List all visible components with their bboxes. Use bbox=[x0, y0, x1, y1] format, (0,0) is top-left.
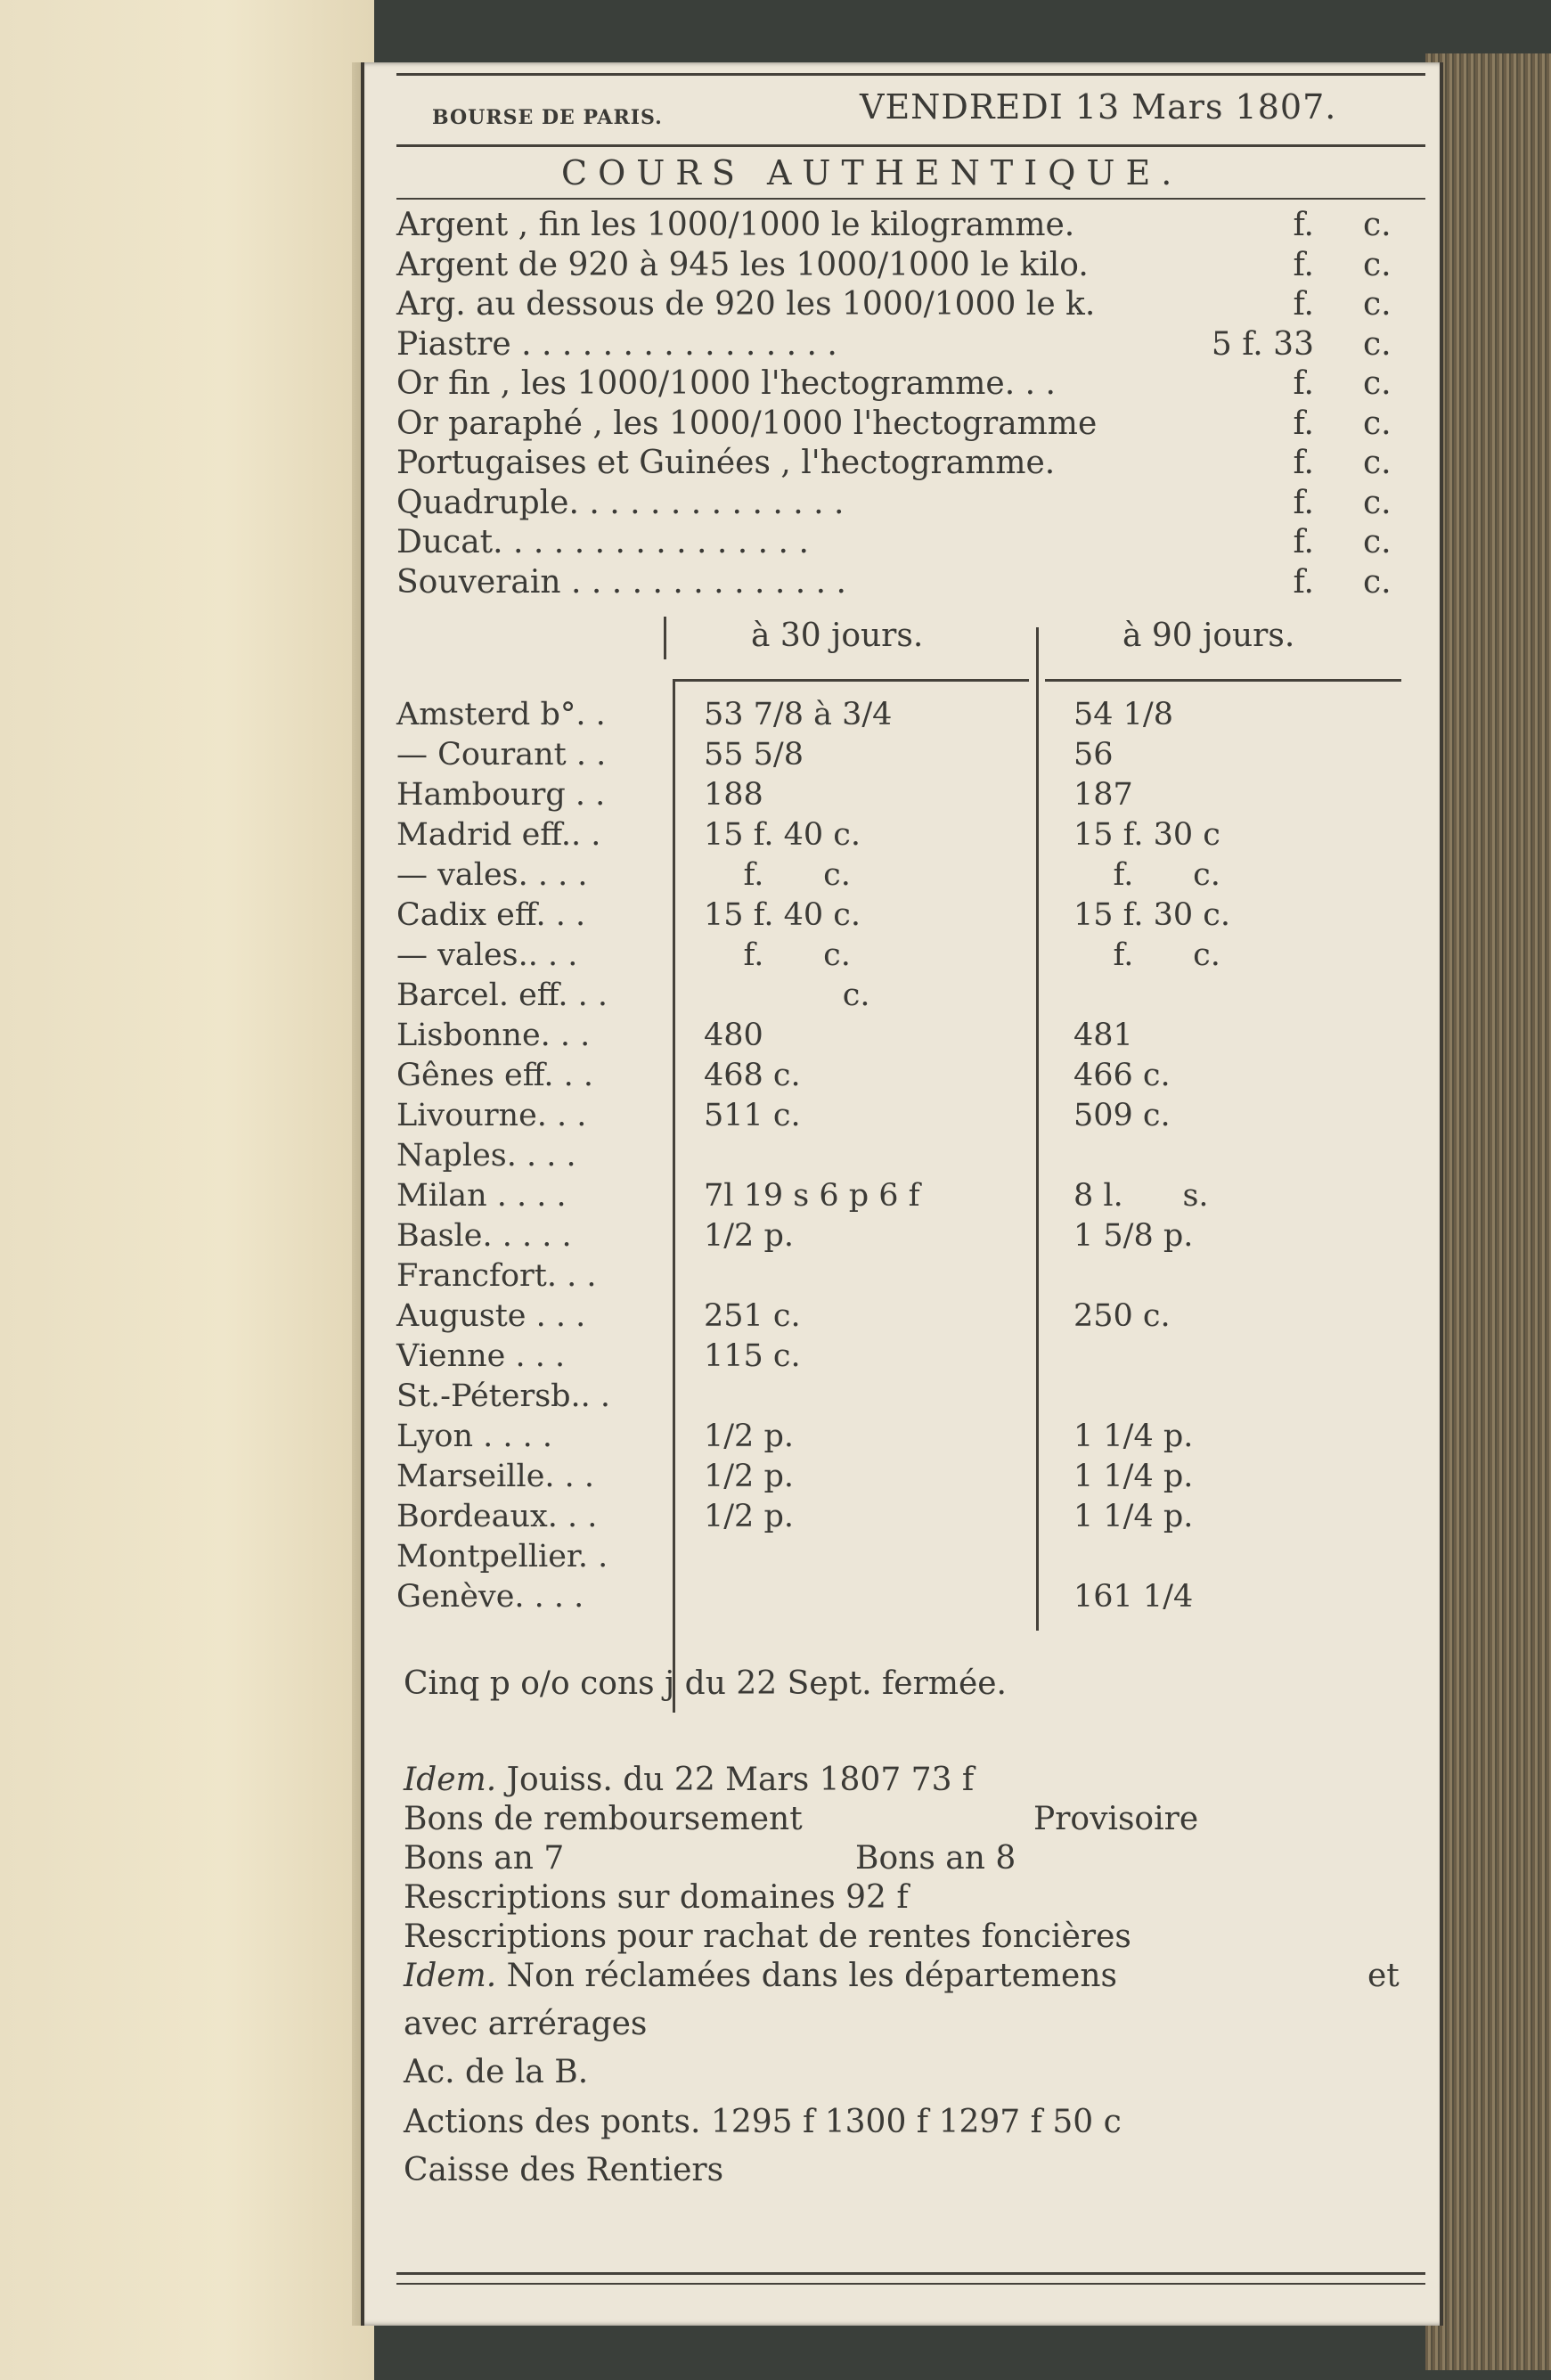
exchange-row bbox=[396, 897, 1403, 936]
exchange-city: Marseille. . . bbox=[396, 1459, 595, 1494]
subtitle-rule bbox=[396, 198, 1425, 200]
exchange-30-jours: 15 f. 40 c. bbox=[704, 897, 861, 933]
metal-centimes: c. bbox=[1363, 524, 1392, 560]
metal-row bbox=[396, 564, 1394, 603]
exchange-city: Livourne. . . bbox=[396, 1098, 587, 1133]
exchange-90-jours: 15 f. 30 c bbox=[1073, 817, 1220, 853]
exchange-90-jours: 8 l. s. bbox=[1073, 1178, 1209, 1214]
exchange-city: St.-Pétersb.. . bbox=[396, 1378, 611, 1414]
exchange-city: Cadix eff. . . bbox=[396, 897, 586, 933]
metal-francs: 5 f. 33 bbox=[1211, 325, 1314, 363]
exchange-city: Genève. . . . bbox=[396, 1579, 584, 1615]
metal-francs: f. bbox=[1293, 246, 1314, 283]
metal-centimes: c. bbox=[1363, 445, 1392, 481]
metal-francs: f. bbox=[1293, 207, 1314, 243]
exchange-90-jours: 509 c. bbox=[1073, 1098, 1171, 1133]
metal-centimes: c. bbox=[1363, 325, 1392, 363]
exchange-city: Bordeaux. . . bbox=[396, 1499, 598, 1534]
exchange-header-rule-right bbox=[1045, 679, 1401, 682]
exchange-city: Hambourg . . bbox=[396, 777, 606, 813]
exchange-row bbox=[396, 1138, 1403, 1177]
exchange-90-jours: 187 bbox=[1073, 777, 1133, 813]
exchange-city: Basle. . . . . bbox=[396, 1218, 572, 1254]
exchange-30-jours: 1/2 p. bbox=[704, 1419, 794, 1454]
exchange-30-jours: 480 bbox=[704, 1018, 763, 1053]
exchange-row bbox=[396, 1499, 1403, 1538]
header-bourse: BOURSE DE PARIS. bbox=[432, 106, 663, 129]
avec-arrerages: avec arrérages bbox=[404, 2006, 648, 2042]
metal-row bbox=[396, 445, 1394, 484]
exchange-90-jours: 56 bbox=[1073, 737, 1114, 773]
col-30-jours: à 30 jours. bbox=[751, 617, 924, 654]
exchange-90-jours: f. c. bbox=[1073, 857, 1220, 893]
metal-francs: f. bbox=[1293, 563, 1314, 601]
metal-label: Or fin , les 1000/1000 l'hectogramme. . . bbox=[396, 365, 1056, 402]
metal-francs: f. bbox=[1293, 445, 1314, 481]
exchange-row bbox=[396, 1539, 1403, 1578]
actions-ponts: Actions des ponts. 1295 f 1300 f 1297 f 50 c bbox=[404, 2104, 1122, 2140]
metal-centimes: c. bbox=[1363, 207, 1392, 243]
exchange-90-jours: 250 c. bbox=[1073, 1298, 1171, 1334]
exchange-city: Naples. . . . bbox=[396, 1138, 576, 1174]
exchange-30-jours: f. c. bbox=[704, 857, 851, 893]
exchange-city: — vales. . . . bbox=[396, 857, 588, 893]
exchange-row bbox=[396, 857, 1403, 896]
exchange-row bbox=[396, 1579, 1403, 1618]
exchange-row bbox=[396, 737, 1403, 776]
idem-non-reclamees bbox=[404, 1957, 1117, 1996]
exchange-row bbox=[396, 697, 1403, 736]
exchange-row bbox=[396, 1459, 1403, 1498]
exchange-row bbox=[396, 1378, 1403, 1418]
cours-authentique: COURS AUTHENTIQUE. bbox=[561, 153, 1183, 192]
exchange-city: Amsterd b°. . bbox=[396, 697, 606, 732]
exchange-city: Lisbonne. . . bbox=[396, 1018, 591, 1053]
exchange-90-jours: 161 1/4 bbox=[1073, 1579, 1194, 1615]
bons-an-7: Bons an 7 bbox=[404, 1840, 565, 1877]
et-word: et bbox=[1367, 1958, 1400, 1994]
exchange-row bbox=[396, 937, 1403, 977]
metal-row bbox=[396, 365, 1394, 405]
provisoire: Provisoire bbox=[1033, 1801, 1199, 1837]
caisse-rentiers: Caisse des Rentiers bbox=[404, 2152, 724, 2188]
exchange-30-jours: 15 f. 40 c. bbox=[704, 817, 861, 853]
idem-non-reclamees-text: Non réclamées dans les départemens bbox=[496, 1958, 1118, 1994]
metal-label: Souverain . . . . . . . . . . . . . . bbox=[396, 563, 846, 601]
metal-francs: f. bbox=[1293, 365, 1314, 402]
bottom-rule-1 bbox=[396, 2272, 1425, 2275]
exchange-city: Gênes eff. . . bbox=[396, 1058, 593, 1093]
exchange-30-jours: 55 5/8 bbox=[704, 737, 804, 773]
cinq-pour-cent: Cinq p o/o cons j du 22 Sept. fermée. bbox=[404, 1665, 1008, 1702]
exchange-90-jours: 1 1/4 p. bbox=[1073, 1499, 1194, 1534]
metal-label: Argent de 920 à 945 les 1000/1000 le kilo. bbox=[396, 246, 1089, 283]
exchange-30-jours: 188 bbox=[704, 777, 763, 813]
rescriptions-rachat: Rescriptions pour rachat de rentes foncières bbox=[404, 1918, 1131, 1955]
exchange-30-jours: 1/2 p. bbox=[704, 1499, 794, 1534]
exchange-city: — vales.. . . bbox=[396, 937, 578, 973]
metal-label: Quadruple. . . . . . . . . . . . . . bbox=[396, 484, 845, 521]
exchange-row bbox=[396, 977, 1403, 1017]
metal-label: Piastre . . . . . . . . . . . . . . . . bbox=[396, 325, 837, 363]
metal-francs: f. bbox=[1293, 405, 1314, 442]
metal-centimes: c. bbox=[1363, 405, 1392, 442]
exchange-row bbox=[396, 1298, 1403, 1337]
bons-an-8: Bons an 8 bbox=[855, 1840, 1016, 1877]
metal-label: Arg. au dessous de 920 les 1000/1000 le k. bbox=[396, 286, 1096, 323]
metal-label: Or paraphé , les 1000/1000 l'hectogramme bbox=[396, 405, 1098, 442]
metal-francs: f. bbox=[1293, 524, 1314, 560]
metal-label: Ducat. . . . . . . . . . . . . . . . bbox=[396, 524, 809, 560]
metal-francs: f. bbox=[1293, 484, 1314, 521]
exchange-row bbox=[396, 817, 1403, 856]
exchange-city: Auguste . . . bbox=[396, 1298, 586, 1334]
exchange-30-jours: f. c. bbox=[704, 937, 851, 973]
exchange-90-jours: 1 1/4 p. bbox=[1073, 1419, 1194, 1454]
exchange-row bbox=[396, 1018, 1403, 1057]
exchange-city: Barcel. eff. . . bbox=[396, 977, 608, 1013]
metal-label: Portugaises et Guinées , l'hectogramme. bbox=[396, 445, 1056, 481]
exchange-90-jours: 1 1/4 p. bbox=[1073, 1459, 1194, 1494]
exchange-30-jours: 7l 19 s 6 p 6 f bbox=[704, 1178, 920, 1214]
top-rule bbox=[396, 73, 1425, 76]
metal-centimes: c. bbox=[1363, 365, 1392, 402]
exchange-30-jours: c. bbox=[704, 977, 870, 1013]
metal-row bbox=[396, 326, 1394, 365]
bons-remboursement: Bons de remboursement bbox=[404, 1801, 803, 1837]
exchange-30-jours: 1/2 p. bbox=[704, 1218, 794, 1254]
exchange-30-jours: 511 c. bbox=[704, 1098, 801, 1133]
exchange-row bbox=[396, 1178, 1403, 1217]
exchange-90-jours: 1 5/8 p. bbox=[1073, 1218, 1194, 1254]
exchange-city: Vienne . . . bbox=[396, 1338, 566, 1374]
exchange-row bbox=[396, 1258, 1403, 1297]
bottom-rule-2 bbox=[396, 2283, 1425, 2285]
exchange-city: Lyon . . . . bbox=[396, 1419, 553, 1454]
exchange-row bbox=[396, 1419, 1403, 1458]
header-date: VENDREDI 13 Mars 1807. bbox=[860, 87, 1337, 127]
metal-row bbox=[396, 247, 1394, 286]
idem-label-2: Idem. bbox=[404, 1958, 497, 1994]
exchange-row bbox=[396, 1058, 1403, 1097]
exchange-city: Francfort. . . bbox=[396, 1258, 597, 1294]
metal-francs: f. bbox=[1293, 286, 1314, 323]
col-90-jours: à 90 jours. bbox=[1122, 617, 1295, 654]
exchange-city: — Courant . . bbox=[396, 737, 607, 773]
page-edges bbox=[1425, 53, 1551, 2370]
exchange-30-jours: 53 7/8 à 3/4 bbox=[704, 697, 893, 732]
exchange-row bbox=[396, 777, 1403, 816]
document-page bbox=[361, 62, 1443, 2326]
idem-label-1: Idem. bbox=[404, 1762, 497, 1798]
exchange-row bbox=[396, 1218, 1403, 1257]
header-rule bbox=[396, 144, 1425, 147]
metal-row bbox=[396, 207, 1394, 246]
metal-row bbox=[396, 405, 1394, 445]
metal-row bbox=[396, 524, 1394, 563]
metal-label: Argent , fin les 1000/1000 le kilogramme. bbox=[396, 207, 1075, 243]
exchange-90-jours: f. c. bbox=[1073, 937, 1220, 973]
exchange-90-jours: 15 f. 30 c. bbox=[1073, 897, 1231, 933]
exchange-row bbox=[396, 1098, 1403, 1137]
metal-centimes: c. bbox=[1363, 563, 1392, 601]
idem-jouissance bbox=[404, 1761, 974, 1800]
idem-jouissance-text: Jouiss. du 22 Mars 1807 73 f bbox=[496, 1762, 975, 1798]
metal-row bbox=[396, 485, 1394, 524]
exchange-30-jours: 251 c. bbox=[704, 1298, 801, 1334]
exchange-city: Madrid eff.. . bbox=[396, 817, 601, 853]
metal-centimes: c. bbox=[1363, 286, 1392, 323]
exchange-30-jours: 468 c. bbox=[704, 1058, 801, 1093]
actions-banque: Ac. de la B. bbox=[404, 2054, 589, 2090]
exchange-30-jours: 1/2 p. bbox=[704, 1459, 794, 1494]
rescriptions-domaines: Rescriptions sur domaines 92 f bbox=[404, 1879, 909, 1916]
metal-row bbox=[396, 286, 1394, 325]
exchange-90-jours: 481 bbox=[1073, 1018, 1133, 1053]
exchange-90-jours: 466 c. bbox=[1073, 1058, 1171, 1093]
exchange-top-left-line bbox=[664, 617, 666, 659]
metal-centimes: c. bbox=[1363, 484, 1392, 521]
left-page bbox=[0, 0, 374, 2380]
exchange-city: Montpellier. . bbox=[396, 1539, 608, 1574]
exchange-header-rule-left bbox=[673, 679, 1029, 682]
exchange-30-jours: 115 c. bbox=[704, 1338, 801, 1374]
exchange-row bbox=[396, 1338, 1403, 1378]
metal-centimes: c. bbox=[1363, 246, 1392, 283]
exchange-city: Milan . . . . bbox=[396, 1178, 567, 1214]
exchange-90-jours: 54 1/8 bbox=[1073, 697, 1173, 732]
